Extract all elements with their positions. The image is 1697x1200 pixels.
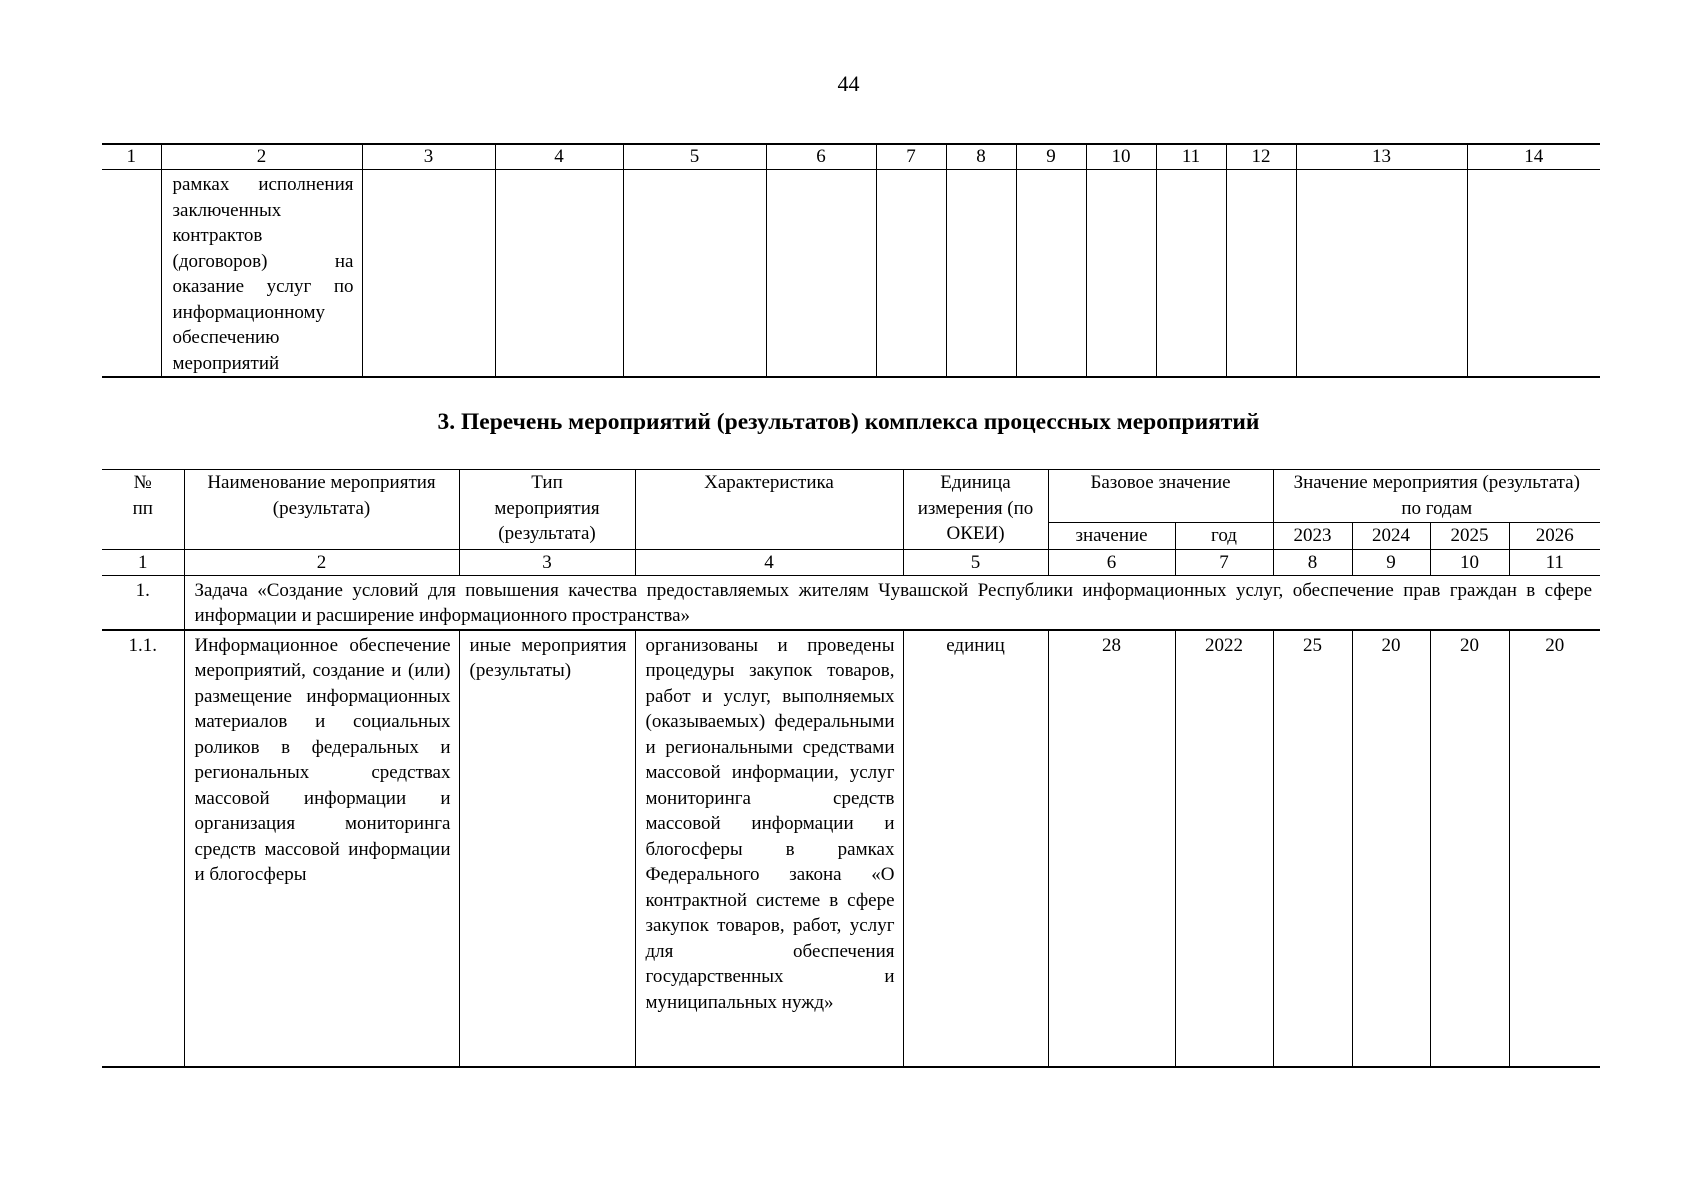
empty-cell — [1226, 170, 1296, 378]
column-number: 5 — [623, 144, 766, 170]
row-description-cell: рамках исполнения заключенных контрактов (договоров) на оказание услуг по информационному обеспечению мероприятий — [161, 170, 362, 378]
column-number: 11 — [1156, 144, 1226, 170]
header-type: Тип мероприятия (результата) — [459, 470, 635, 550]
empty-cell — [946, 170, 1016, 378]
column-number: 2 — [184, 549, 459, 575]
row-value-2023: 25 — [1273, 630, 1352, 1067]
empty-cell — [1086, 170, 1156, 378]
empty-cell — [1156, 170, 1226, 378]
empty-cell — [876, 170, 946, 378]
column-number: 10 — [1086, 144, 1156, 170]
row-value-2024: 20 — [1352, 630, 1430, 1067]
empty-cell — [1016, 170, 1086, 378]
activities-table — [102, 469, 1600, 1068]
row-number: 1.1. — [102, 630, 184, 1067]
empty-cell — [1296, 170, 1467, 378]
column-number-row — [102, 144, 1600, 170]
task-number: 1. — [102, 575, 184, 630]
task-row — [102, 575, 1600, 630]
column-number: 4 — [495, 144, 623, 170]
header-characteristic: Характеристика — [635, 470, 903, 550]
column-number: 2 — [161, 144, 362, 170]
header-num: № пп — [102, 470, 184, 550]
column-number: 10 — [1430, 549, 1509, 575]
table-row — [102, 170, 1600, 378]
column-number: 1 — [102, 144, 161, 170]
header-base: Базовое значение — [1048, 470, 1273, 523]
section-heading: 3. Перечень мероприятий (результатов) комплекса процессных мероприятий — [437, 409, 1260, 435]
table-row — [102, 630, 1600, 1067]
column-number: 1 — [102, 549, 184, 575]
continuation-table — [102, 143, 1600, 378]
row-type: иные мероприятия (результаты) — [459, 630, 635, 1067]
column-number: 4 — [635, 549, 903, 575]
row-name: Информационное обеспечение мероприятий, создание и (или) размещение информационных материалов и социальных роликов в федеральных и региональных средствах массовой информации и организация мониторинга средств массовой информации и блогосферы — [184, 630, 459, 1067]
column-number: 7 — [1175, 549, 1273, 575]
header-year-2024: 2024 — [1352, 523, 1430, 550]
empty-cell — [495, 170, 623, 378]
column-number: 9 — [1016, 144, 1086, 170]
row-base-year: 2022 — [1175, 630, 1273, 1067]
empty-cell — [362, 170, 495, 378]
header-row — [102, 470, 1600, 523]
task-text: Задача «Создание условий для повышения качества предоставляемых жителям Чувашской Республики информационных услуг, обеспечение прав граждан в сфере информации и расширение информационного пространства» — [184, 575, 1600, 630]
header-year-2026: 2026 — [1509, 523, 1600, 550]
empty-cell — [1467, 170, 1600, 378]
page-number: 44 — [837, 71, 860, 96]
column-number: 3 — [459, 549, 635, 575]
column-number: 14 — [1467, 144, 1600, 170]
header-by-years: Значение мероприятия (результата) по годам — [1273, 470, 1600, 523]
header-base-value: значение — [1048, 523, 1175, 550]
header-unit: Единица измерения (по ОКЕИ) — [903, 470, 1048, 550]
column-number: 12 — [1226, 144, 1296, 170]
header-base-year: год — [1175, 523, 1273, 550]
column-number: 9 — [1352, 549, 1430, 575]
row-characteristic: организованы и проведены процедуры закупок товаров, работ и услуг, выполняемых (оказываемых) федеральными и региональными средствами массовой информации, услуг мониторинга средств массовой информации и блогосферы в рамках Федерального закона «О контрактной системе в сфере закупок товаров, работ, услуг для обеспечения государственных и муниципальных нужд» — [635, 630, 903, 1067]
row-value-2025: 20 — [1430, 630, 1509, 1067]
row-value-2026: 20 — [1509, 630, 1600, 1067]
column-number: 3 — [362, 144, 495, 170]
row-base-value: 28 — [1048, 630, 1175, 1067]
column-number: 6 — [766, 144, 876, 170]
empty-cell — [766, 170, 876, 378]
column-number: 8 — [946, 144, 1016, 170]
column-number: 7 — [876, 144, 946, 170]
empty-cell — [623, 170, 766, 378]
row-unit: единиц — [903, 630, 1048, 1067]
column-number: 11 — [1509, 549, 1600, 575]
column-number: 13 — [1296, 144, 1467, 170]
column-number: 8 — [1273, 549, 1352, 575]
column-number: 5 — [903, 549, 1048, 575]
header-year-2023: 2023 — [1273, 523, 1352, 550]
column-number: 6 — [1048, 549, 1175, 575]
header-name: Наименование мероприятия (результата) — [184, 470, 459, 550]
column-number-row — [102, 549, 1600, 575]
header-year-2025: 2025 — [1430, 523, 1509, 550]
row-number-cell — [102, 170, 161, 378]
